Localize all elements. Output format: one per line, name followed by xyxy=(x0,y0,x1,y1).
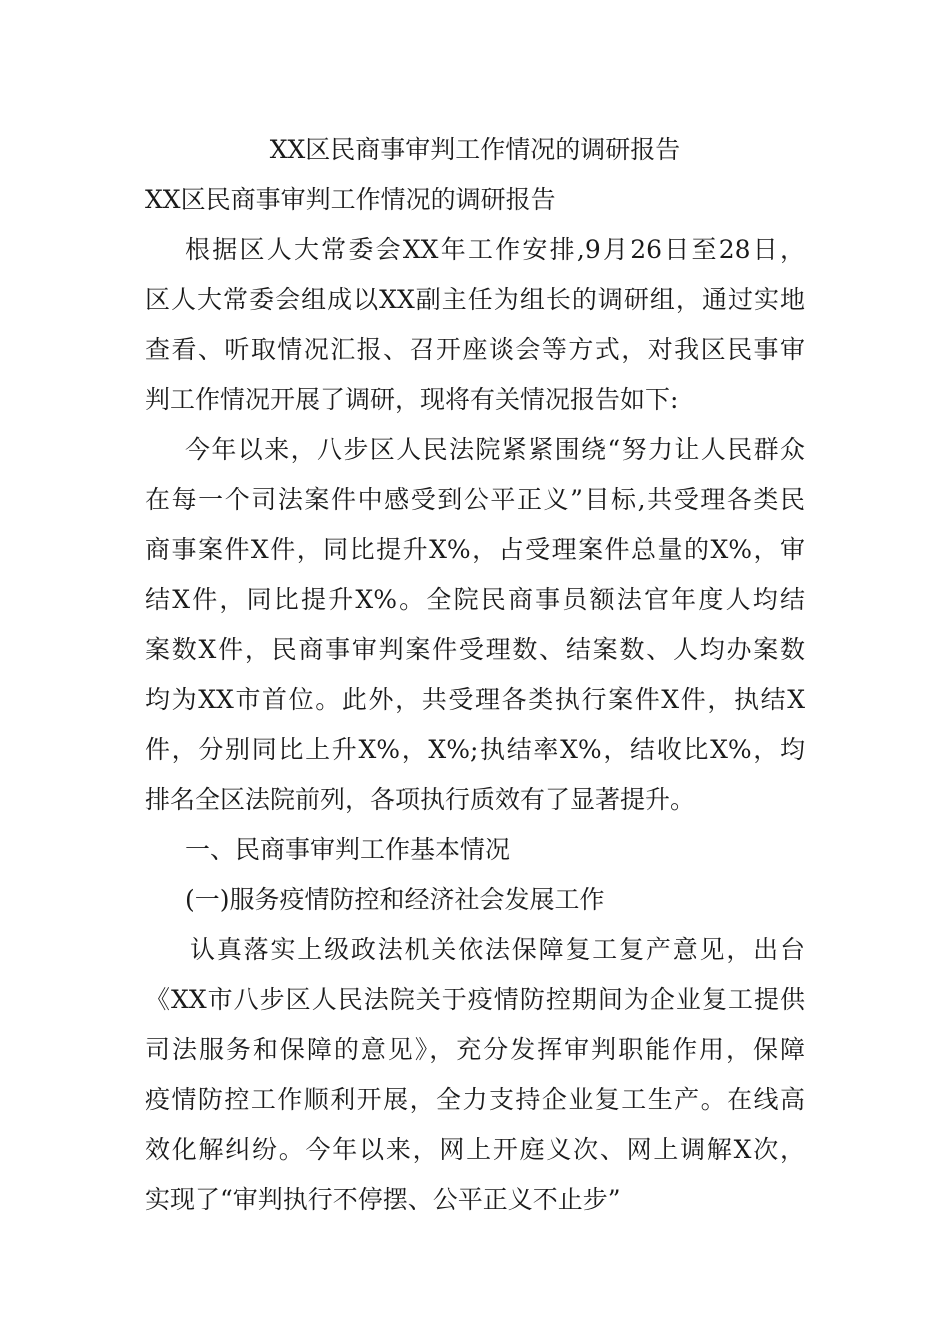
document-subtitle: XX区民商事审判工作情况的调研报告 xyxy=(145,185,556,214)
paragraph-line: 认真落实上级政法机关依法保障复工复产意见，出台 xyxy=(190,935,805,964)
paragraph-line: 在每一个司法案件中感受到公平正义”目标,共受理各类民 xyxy=(145,485,805,514)
section-heading: 一、民商事审判工作基本情况 xyxy=(185,835,511,864)
subsection-heading: (一)服务疫情防控和经济社会发展工作 xyxy=(185,885,605,914)
paragraph-line: 件，分别同比上升X%，X%;执结率X%，结收比X%，均 xyxy=(145,735,805,764)
paragraph-line: 效化解纠纷。今年以来，网上开庭义次、网上调解X次， xyxy=(145,1135,805,1164)
paragraph-line: 今年以来，八步区人民法院紧紧围绕“努力让人民群众 xyxy=(185,435,805,464)
paragraph-line: 实现了“审判执行不停摆、公平正义不止步” xyxy=(145,1185,621,1214)
paragraph-line: 根据区人大常委会XX年工作安排,9月26日至28日， xyxy=(185,235,805,264)
document-title: XX区民商事审判工作情况的调研报告 xyxy=(269,135,681,164)
paragraph-line: 司法服务和保障的意见》，充分发挥审判职能作用，保障 xyxy=(145,1035,805,1064)
paragraph-line: 案数X件，民商事审判案件受理数、结案数、人均办案数 xyxy=(145,635,805,664)
paragraph-line: 查看、听取情况汇报、召开座谈会等方式，对我区民事审 xyxy=(145,335,805,364)
paragraph-line: 均为XX市首位。此外，共受理各类执行案件X件，执结X xyxy=(145,685,805,714)
paragraph-line: 判工作情况开展了调研，现将有关情况报告如下: xyxy=(145,385,679,414)
paragraph-line: 结X件，同比提升X%。全院民商事员额法官年度人均结 xyxy=(145,585,805,614)
paragraph-line: 区人大常委会组成以XX副主任为组长的调研组，通过实地 xyxy=(145,285,805,314)
paragraph-line: 商事案件X件，同比提升X%，占受理案件总量的X%，审 xyxy=(145,535,805,564)
paragraph-line: 《XX市八步区人民法院关于疫情防控期间为企业复工提供 xyxy=(145,985,805,1014)
paragraph-line: 排名全区法院前列，各项执行质效有了显著提升。 xyxy=(145,785,696,814)
paragraph-line: 疫情防控工作顺利开展，全力支持企业复工生产。在线高 xyxy=(145,1085,805,1114)
